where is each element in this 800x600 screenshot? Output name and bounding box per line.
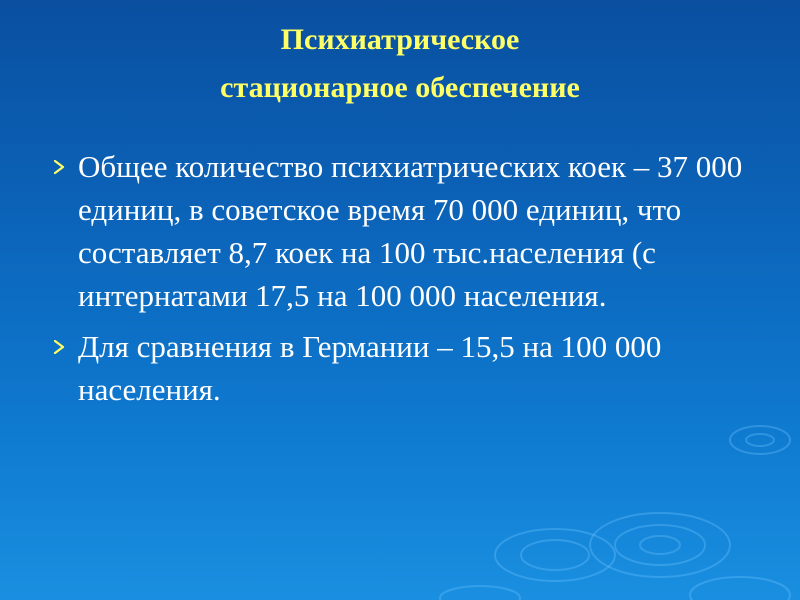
bullet-text: Для сравнения в Германии – 15,5 на 100 000 населения.	[78, 329, 662, 407]
bullet-item	[52, 145, 752, 317]
title-line-2: стационарное обеспечение	[220, 71, 580, 104]
bullet-item	[52, 325, 752, 411]
slide-title	[0, 16, 800, 112]
title-line-1: Психиатрическое	[280, 23, 520, 56]
bullet-text: Общее количество психиатрических коек – 37 000 единиц, в советское время 70 000 единиц, что составляет 8,7 коек на 100 тыс.населения (с интернатами 17,5 на 100 000 населения.	[78, 149, 743, 313]
bullet-list	[52, 145, 752, 419]
chevron-right-icon	[52, 340, 66, 354]
chevron-right-icon	[52, 160, 66, 174]
